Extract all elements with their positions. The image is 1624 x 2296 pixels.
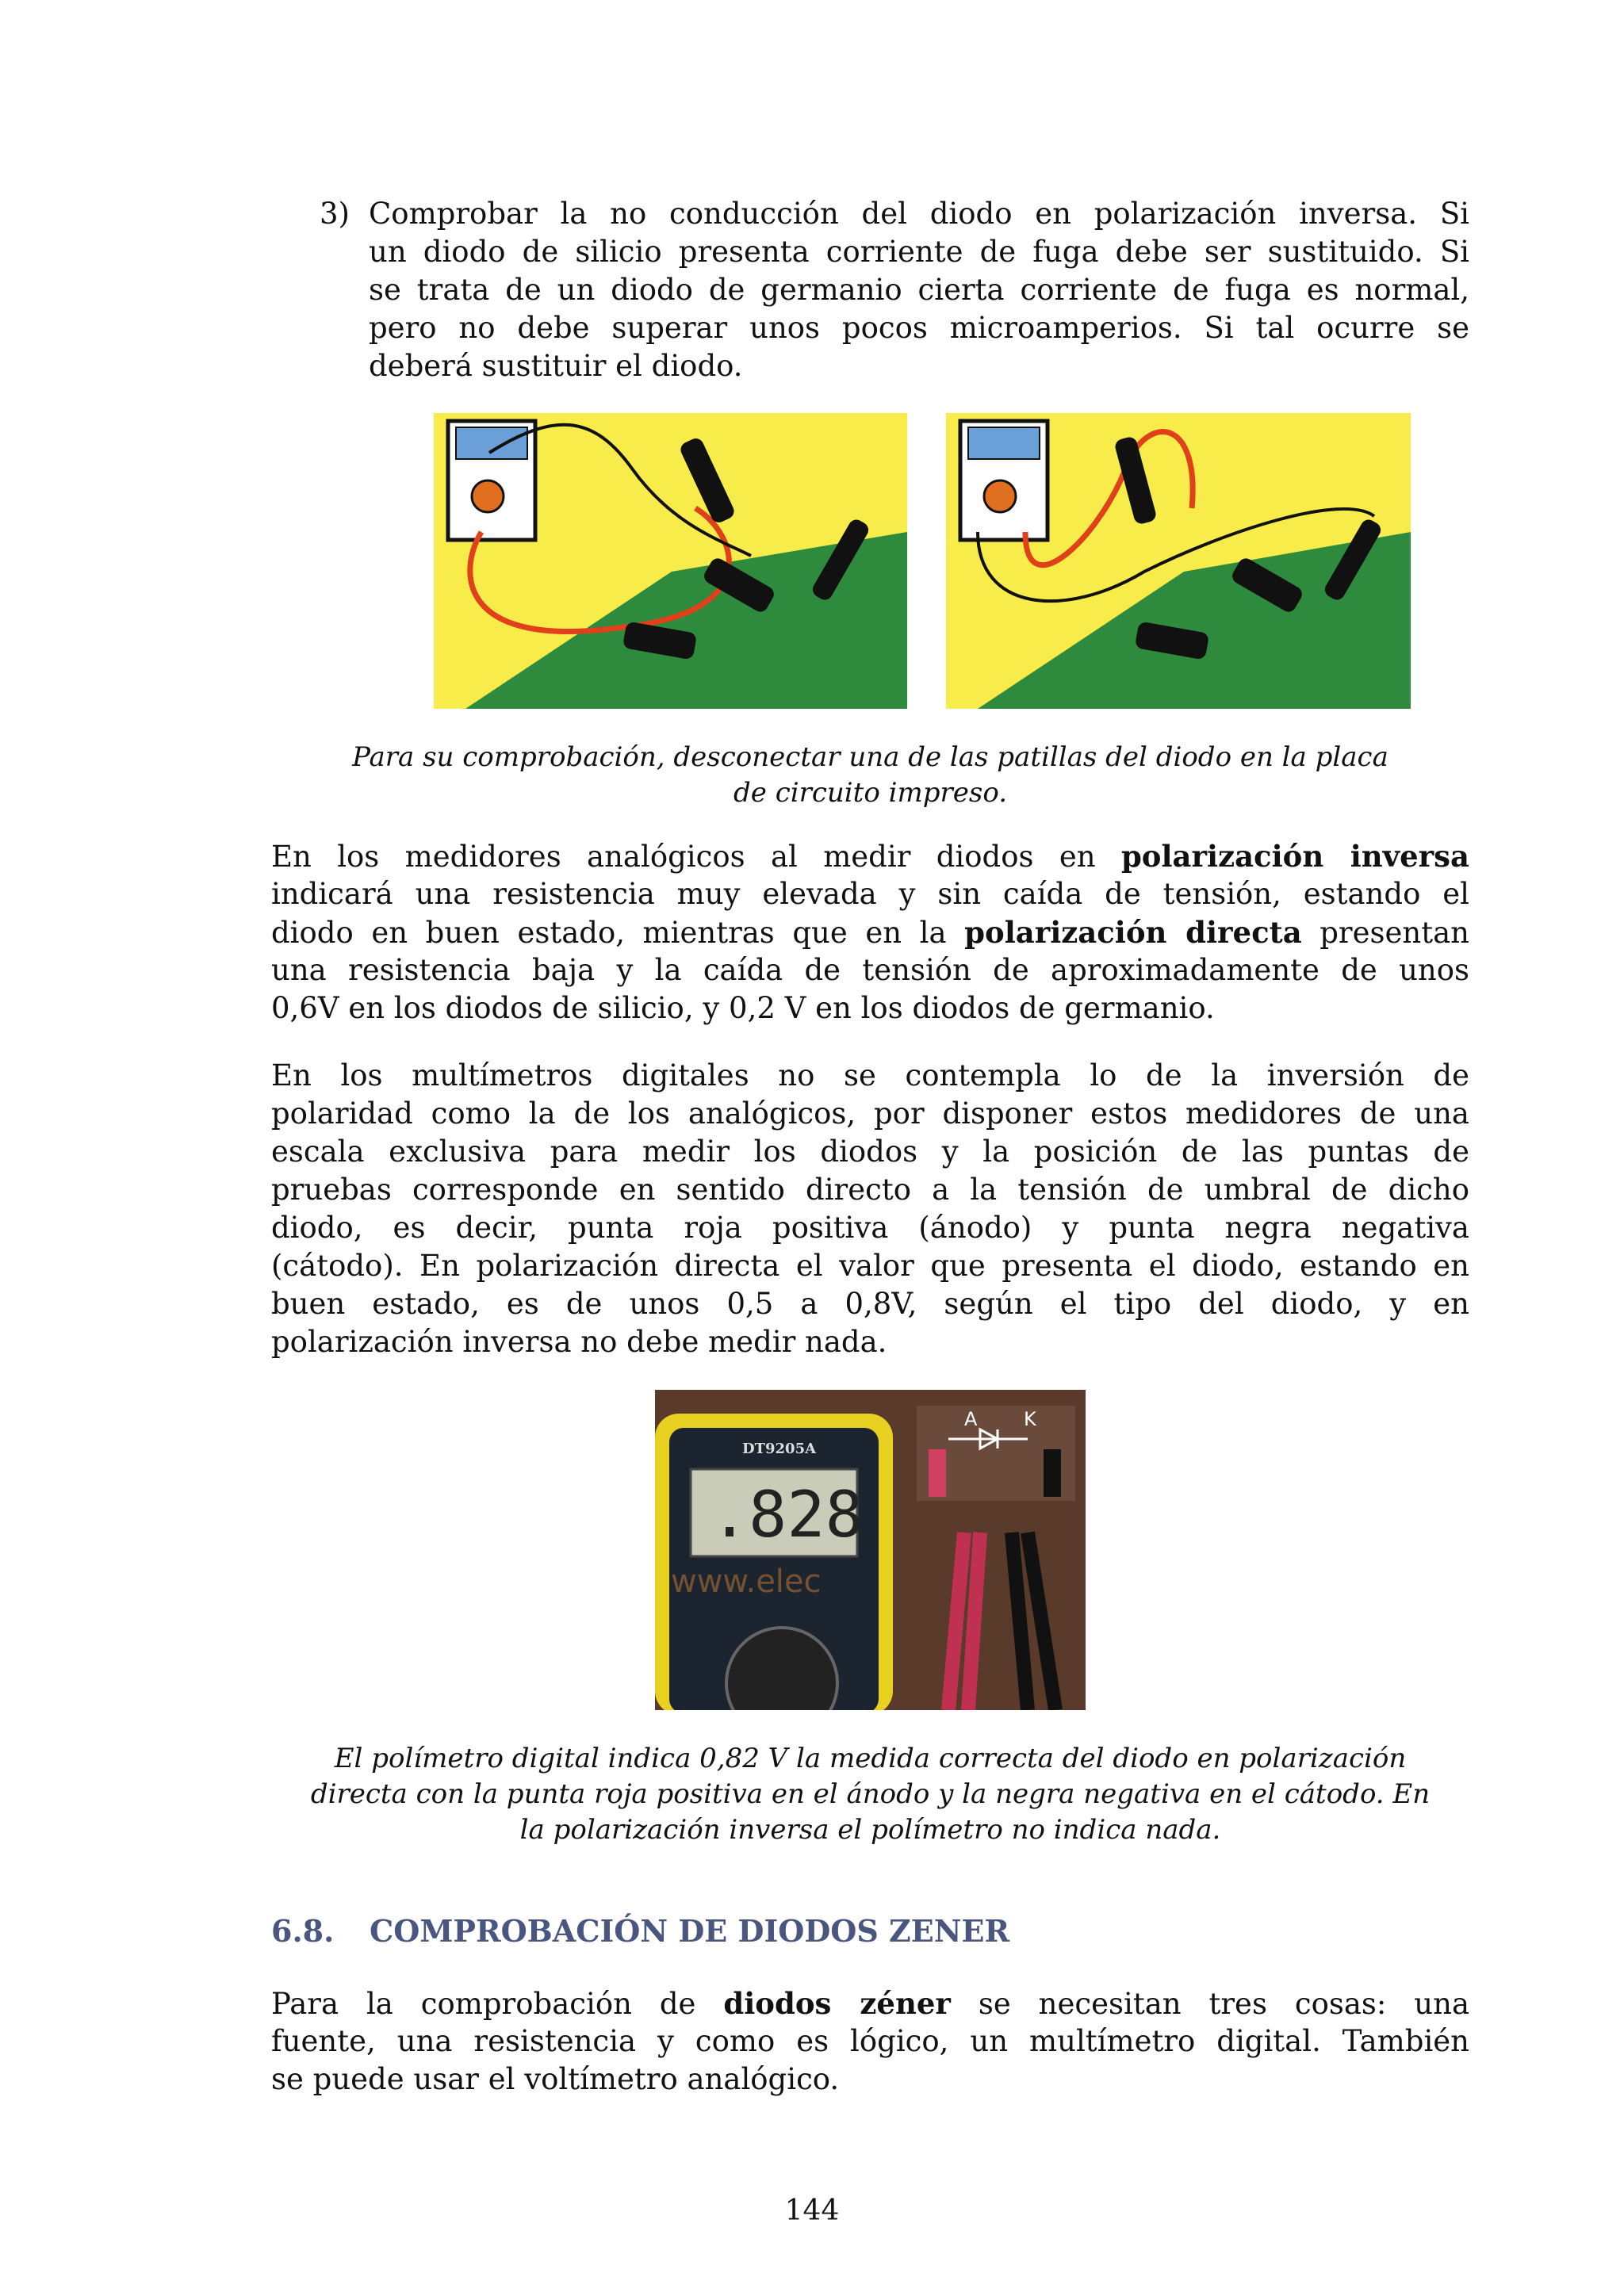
list-number: 3) <box>320 197 350 231</box>
text-line: escala exclusiva para medir los diodos y la posición de las puntas de <box>271 1135 1469 1169</box>
bold-text: polarización directa <box>964 915 1302 950</box>
text-line <box>271 913 1469 952</box>
text-line: En los multímetros digitales no se contempla lo de la inversión de <box>271 1058 1469 1093</box>
anode-label: A <box>964 1408 978 1430</box>
text-line: deberá sustituir el diodo. <box>369 349 743 383</box>
model-label: DT9205A <box>742 1441 817 1457</box>
text: presentan <box>1320 916 1469 950</box>
text-line: fuente, una resistencia y como es lógico, un multímetro digital. También <box>271 2024 1469 2058</box>
text-line: se trata de un diodo de germanio cierta corriente de fuga es normal, <box>369 273 1469 307</box>
text-line: indicará una resistencia muy elevada y sin caída de tensión, estando el <box>271 877 1469 911</box>
text-line <box>271 1984 1469 2023</box>
text-line: un diodo de silicio presenta corriente de fuga debe ser sustituido. Si <box>369 235 1469 269</box>
text: En los medidores analógicos al medir diodos en <box>271 840 1096 874</box>
meter-display: .828 <box>710 1478 864 1552</box>
text-line: Comprobar la no conducción del diodo en polarización inversa. Si <box>369 197 1469 231</box>
text-line: polarización inversa no debe medir nada. <box>271 1325 887 1359</box>
analog-meter-illustration-left <box>434 413 907 709</box>
text-line: polaridad como la de los analógicos, por disponer estos medidores de una <box>271 1096 1469 1131</box>
text-line: diodo, es decir, punta roja positiva (ánodo) y punta negra negativa <box>271 1211 1469 1245</box>
text-line <box>271 837 1469 876</box>
bold-text: diodos zéner <box>723 1986 951 2021</box>
figure-caption: la polarización inversa el polímetro no indica nada. <box>519 1814 1221 1846</box>
cathode-label: K <box>1024 1408 1036 1430</box>
text: Para la comprobación de <box>271 1987 696 2021</box>
bold-text: polarización inversa <box>1120 839 1469 874</box>
digital-multimeter-photo <box>655 1390 1086 1710</box>
section-number: 6.8. <box>271 1913 335 1949</box>
text: diodo en buen estado, mientras que en la <box>271 916 947 950</box>
text-line: se puede usar el voltímetro analógico. <box>271 2062 840 2096</box>
text-line: pruebas corresponde en sentido directo a la tensión de umbral de dicho <box>271 1173 1469 1207</box>
text-line: pero no debe superar unos pocos microamperios. Si tal ocurre se <box>369 311 1469 345</box>
text-line: buen estado, es de unos 0,5 a 0,8V, según el tipo del diodo, y en <box>271 1287 1469 1321</box>
figure-caption: de circuito impreso. <box>733 777 1007 809</box>
figure-caption: El polímetro digital indica 0,82 V la medida correcta del diodo en polarización <box>334 1743 1407 1774</box>
figure-caption: Para su comprobación, desconectar una de las patillas del diodo en la placa <box>352 741 1388 773</box>
analog-meter-illustration-right <box>946 413 1411 709</box>
text-line: una resistencia baja y la caída de tensión de aproximadamente de unos <box>271 953 1469 987</box>
page-number: 144 <box>784 2195 840 2227</box>
figure-caption: directa con la punta roja positiva en el ánodo y la negra negativa en el cátodo. En <box>310 1778 1431 1810</box>
text: se necesitan tres cosas: una <box>978 1987 1470 2021</box>
text-line: (cátodo). En polarización directa el valor que presenta el diodo, estando en <box>271 1249 1469 1283</box>
watermark: www.elec <box>671 1563 822 1600</box>
section-title: COMPROBACIÓN DE DIODOS ZENER <box>370 1913 1010 1949</box>
section-heading <box>271 1912 1009 1950</box>
text-line: 0,6V en los diodos de silicio, y 0,2 V en los diodos de germanio. <box>271 991 1215 1025</box>
